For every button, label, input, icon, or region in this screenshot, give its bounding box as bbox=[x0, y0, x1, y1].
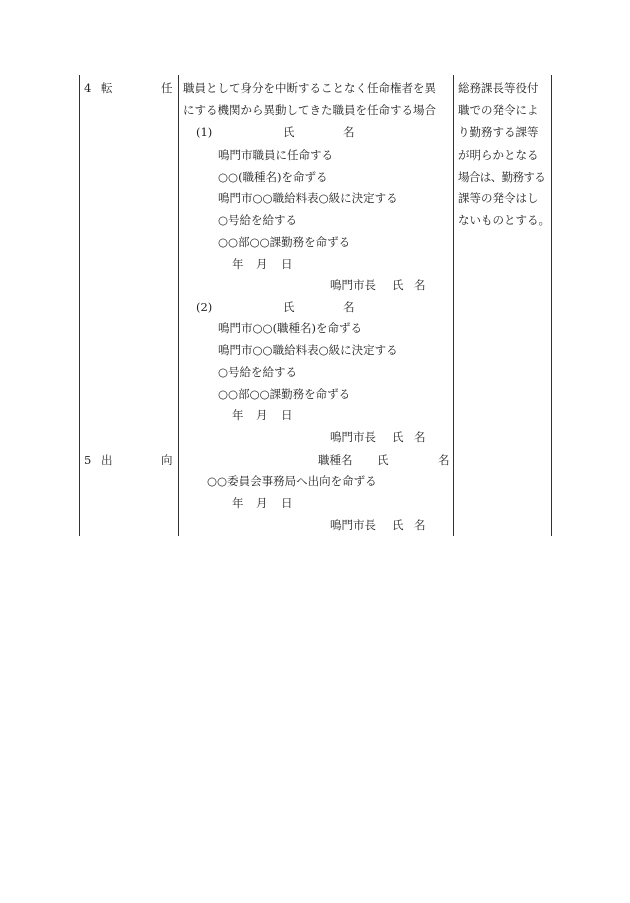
name-placeholder: 名 bbox=[343, 300, 355, 314]
name-placeholder: 氏 bbox=[283, 300, 295, 314]
table-border-right bbox=[551, 75, 552, 536]
signer-name: 氏 bbox=[392, 278, 404, 292]
row-title: 向 bbox=[161, 453, 173, 467]
date-day: 日 bbox=[281, 257, 293, 271]
name-placeholder: 名 bbox=[343, 125, 355, 139]
note-line: ないものとする。 bbox=[458, 213, 550, 227]
signer-name: 名 bbox=[414, 278, 426, 292]
date-year: 年 bbox=[232, 496, 244, 510]
order-line: ○○部○○課勤務を命ずる bbox=[218, 387, 351, 401]
signer-name: 氏 bbox=[392, 430, 404, 444]
order-line: ○号給を給する bbox=[218, 213, 298, 227]
order-line: ○○委員会事務局へ出向を命ずる bbox=[207, 474, 377, 488]
signer: 鳴門市長 bbox=[330, 430, 376, 444]
case-label: (1) bbox=[196, 125, 213, 139]
date-year: 年 bbox=[232, 408, 244, 422]
case-label: (2) bbox=[196, 300, 213, 314]
order-line: 鳴門市職員に任命する bbox=[218, 148, 333, 162]
signer-name: 名 bbox=[414, 430, 426, 444]
date-day: 日 bbox=[281, 408, 293, 422]
date-day: 日 bbox=[281, 496, 293, 510]
date-month: 月 bbox=[256, 408, 268, 422]
note-line: 総務課長等役付 bbox=[458, 81, 539, 95]
name-placeholder: 名 bbox=[438, 453, 450, 467]
column-divider bbox=[453, 75, 454, 536]
row-title: 任 bbox=[161, 81, 173, 95]
row-number: 5 bbox=[84, 453, 92, 467]
name-placeholder: 氏 bbox=[283, 125, 295, 139]
date-year: 年 bbox=[232, 257, 244, 271]
signer: 鳴門市長 bbox=[330, 518, 376, 532]
order-line: 鳴門市○○(職種名)を命ずる bbox=[218, 321, 363, 335]
description: にする機関から異動してきた職員を任命する場合 bbox=[183, 103, 436, 117]
name-placeholder: 氏 bbox=[377, 453, 389, 467]
column-divider bbox=[178, 75, 179, 536]
row-title: 転 bbox=[101, 81, 113, 95]
description: 職員として身分を中断することなく任命権者を異 bbox=[183, 81, 436, 95]
note-line: 課等の発令はし bbox=[458, 191, 539, 205]
note-line: り勤務する課等 bbox=[458, 125, 539, 139]
signer-name: 名 bbox=[414, 518, 426, 532]
table-border-left bbox=[79, 75, 80, 536]
order-line: ○号給を給する bbox=[218, 365, 298, 379]
job-title: 職種名 bbox=[318, 453, 353, 467]
signer: 鳴門市長 bbox=[330, 278, 376, 292]
date-month: 月 bbox=[256, 496, 268, 510]
row-number: 4 bbox=[84, 81, 92, 95]
date-month: 月 bbox=[256, 257, 268, 271]
order-line: ○○部○○課勤務を命ずる bbox=[218, 235, 351, 249]
note-line: 場合は、勤務する bbox=[458, 170, 546, 184]
row-title: 出 bbox=[101, 453, 113, 467]
signer-name: 氏 bbox=[392, 518, 404, 532]
note-line: が明らかとなる bbox=[458, 148, 539, 162]
order-line: ○○(職種名)を命ずる bbox=[218, 170, 328, 184]
note-line: 職での発令によ bbox=[458, 103, 539, 117]
order-line: 鳴門市○○職給料表○級に決定する bbox=[218, 343, 398, 357]
order-line: 鳴門市○○職給料表○級に決定する bbox=[218, 191, 398, 205]
